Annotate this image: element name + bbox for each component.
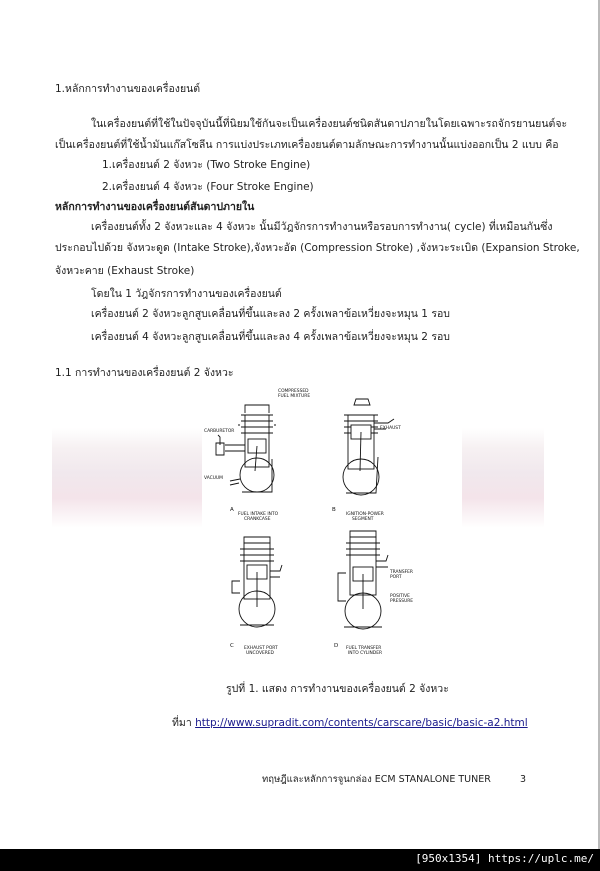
two-stroke-engine-figure (200, 385, 420, 670)
panel-d-letter: D (334, 643, 339, 649)
panel-b-letter: B (332, 507, 336, 513)
section-title: 1.หลักการทำงานของเครื่องยนต์ (55, 83, 201, 95)
panel-c-caption-1: EXHAUST PORT (244, 646, 278, 651)
label-carburetor: CARBURETOR (204, 429, 235, 434)
subsection-title: 1.1 การทำงานของเครื่องยนต์ 2 จังหวะ (55, 367, 234, 379)
cycle-paragraph-line-2: ประกอบไปด้วย จังหวะดูด (Intake Stroke),จังหวะอัด (Compression Stroke) ,จังหวะระเบิด (Expansion Stroke, (55, 242, 580, 254)
list-item-four-stroke: 2.เครื่องยนต์ 4 จังหวะ (Four Stroke Engine) (102, 181, 314, 193)
label-pressure: PRESSURE (390, 599, 414, 604)
panel-b-caption-1: IGNITION-POWER (346, 512, 384, 517)
intro-paragraph-line-1: ในเครื่องยนต์ที่ใช้ในปัจจุบันนี้ที่นิยมใช้กันจะเป็นเครื่องยนต์ชนิดสันดาปภายในโดยเฉพาะรถจักรยานยนต์จะ (91, 118, 568, 130)
label-transfer: TRANSFER (390, 570, 413, 575)
background-band-right (462, 428, 544, 528)
label-fuel-mixture: FUEL MIXTURE (278, 394, 311, 399)
background-band-left (52, 428, 202, 528)
panel-a-engine (216, 405, 276, 492)
cycle-summary-line-2: เครื่องยนต์ 2 จังหวะลูกสูบเคลื่อนที่ขึ้นและลง 2 ครั้งเพลาข้อเหวี่ยงจะหมุน 1 รอบ (91, 308, 450, 320)
label-exhaust: EXHAUST (380, 426, 401, 431)
cycle-paragraph-line-1: เครื่องยนต์ทั้ง 2 จังหวะและ 4 จังหวะ นั้นมีวัฎจักรการทำงานหรือรอบการทำงาน( cycle) ที่เหมือนกันซึ่ง (91, 221, 553, 233)
panel-b-caption-2: SEGMENT (352, 517, 374, 522)
engine-diagram (200, 385, 420, 670)
source-label: ที่มา (172, 717, 192, 729)
panel-a-caption-1: FUEL INTAKE INTO (238, 512, 279, 517)
label-positive: POSITIVE (390, 594, 410, 599)
subheading: หลักการทำงานของเครื่องยนต์สันดาปภายใน (55, 201, 255, 213)
source-link[interactable]: http://www.supradit.com/contents/carscare/basic/basic-a2.html (195, 717, 528, 729)
cycle-summary-line-3: เครื่องยนต์ 4 จังหวะลูกสูบเคลื่อนที่ขึ้นและลง 4 ครั้งเพลาข้อเหวี่ยงจะหมุน 2 รอบ (91, 331, 450, 343)
cycle-summary-line-1: โดยใน 1 วัฎจักรการทำงานของเครื่องยนต์ (91, 288, 282, 300)
panel-c-caption-2: UNCOVERED (246, 651, 274, 656)
panel-d-caption-2: INTO CYLINDER (348, 651, 383, 656)
source-line (172, 716, 528, 730)
cycle-paragraph-line-3: จังหวะคาย (Exhaust Stroke) (55, 265, 195, 277)
page-number: 3 (520, 774, 527, 785)
panel-d-engine (338, 531, 388, 629)
label-vacuum: VACUUM (204, 476, 223, 481)
label-compressed: COMPRESSED (278, 389, 309, 394)
panel-b-engine (343, 399, 394, 495)
watermark-text: [950x1354] https://uplc.me/ (415, 852, 594, 865)
watermark-bar (0, 849, 600, 871)
figure-caption: รูปที่ 1. แสดง การทำงานของเครื่องยนต์ 2 จังหวะ (226, 683, 449, 695)
panel-d-caption-1: FUEL TRANSFER (346, 646, 382, 651)
intro-paragraph-line-2: เป็นเครื่องยนต์ที่ใช้น้ำมันแก๊สโซลีน การแบ่งประเภทเครื่องยนต์ตามลักษณะการทำงานนั้นแบ่งออกเป็น 2 แบบ คือ (55, 139, 559, 151)
label-port: PORT (390, 575, 402, 580)
panel-c-engine (232, 537, 282, 627)
page-footer-title: ทฤษฎีและหลักการจูนกล่อง ECM STANALONE TUNER (262, 774, 491, 785)
panel-c-letter: C (230, 643, 234, 649)
list-item-two-stroke: 1.เครื่องยนต์ 2 จังหวะ (Two Stroke Engine) (102, 159, 311, 171)
panel-a-caption-2: CRANKCASE (244, 517, 271, 522)
panel-a-letter: A (230, 507, 234, 513)
